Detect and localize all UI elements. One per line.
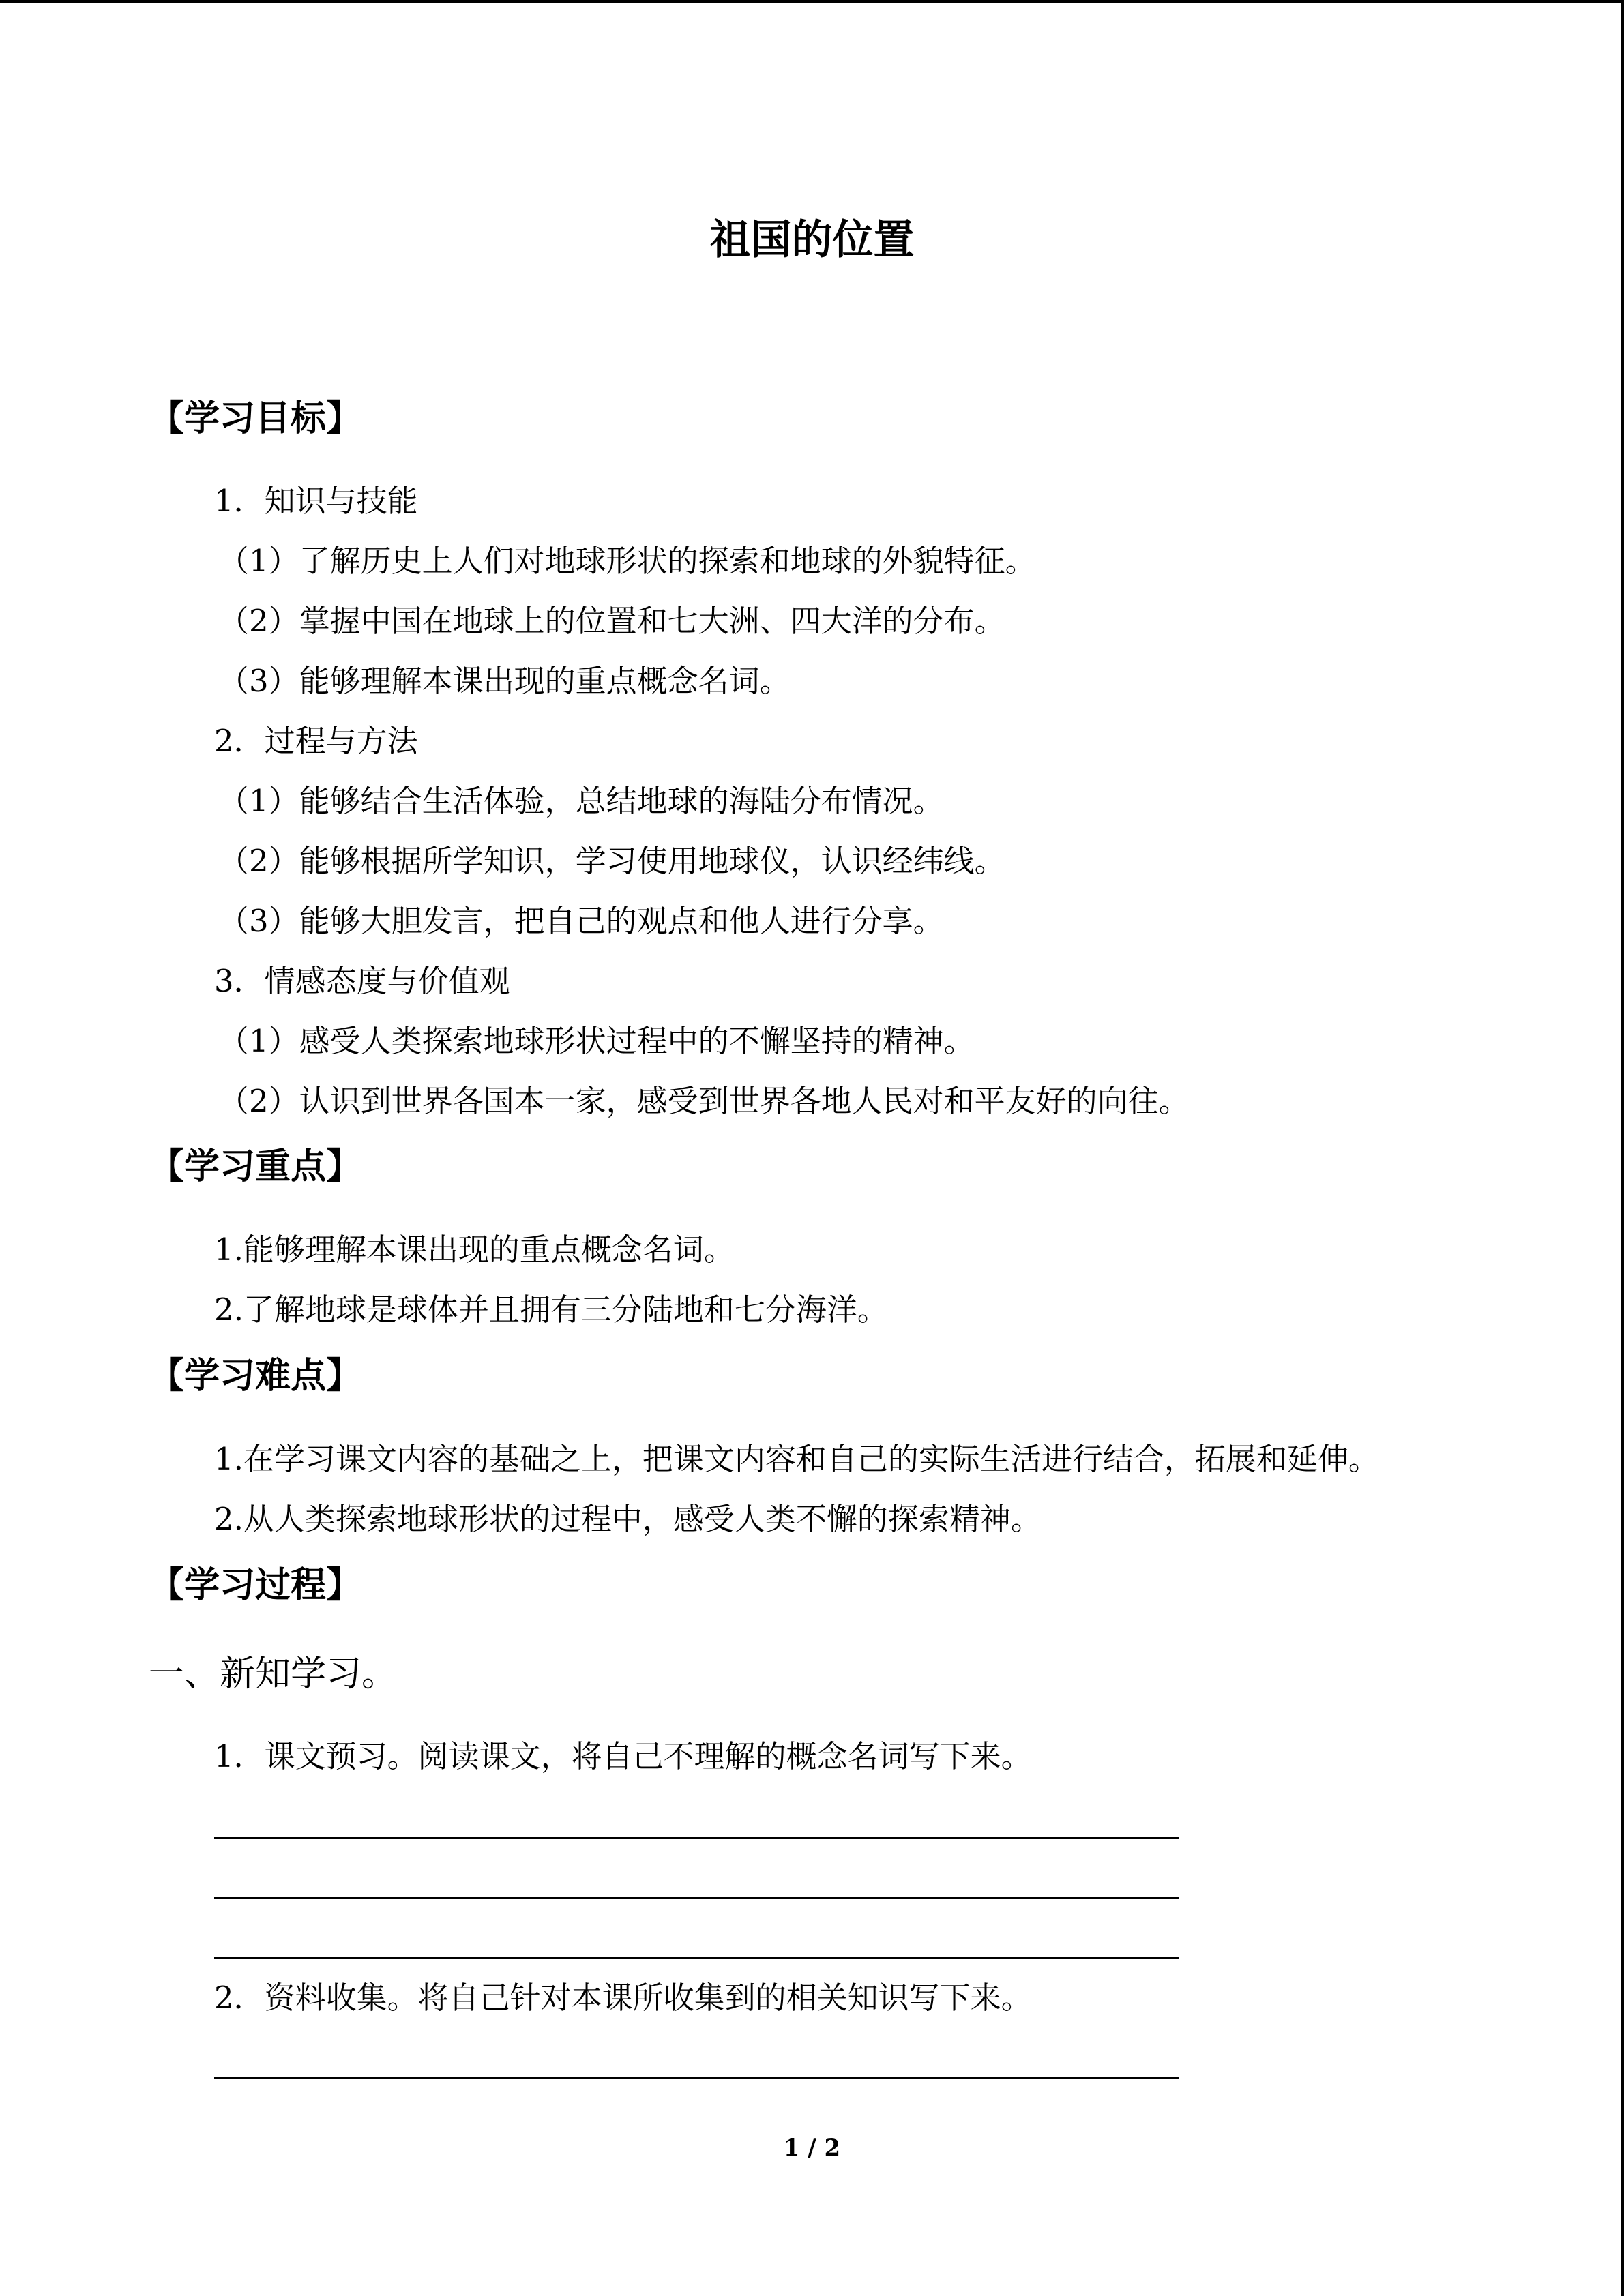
objective-line: 2．过程与方法: [214, 723, 418, 759]
answer-blank-line[interactable]: [214, 1957, 1179, 1959]
section-heading-process: 【学习过程】: [149, 1564, 362, 1606]
objective-line: （3）能够大胆发言，把自己的观点和他人进行分享。: [218, 903, 944, 939]
objective-line: （2）能够根据所学知识，学习使用地球仪，认识经纬线。: [218, 843, 1005, 879]
page-top-border: [0, 0, 1624, 3]
objective-line: 3．情感态度与价值观: [214, 963, 510, 999]
answer-blank-line[interactable]: [214, 1837, 1179, 1839]
task-line: 2．资料收集。将自己针对本课所收集到的相关知识写下来。: [214, 1980, 1032, 2016]
objective-line: （1）能够结合生活体验，总结地球的海陆分布情况。: [218, 783, 944, 819]
document-title: 祖国的位置: [709, 216, 915, 264]
objective-line: （2）掌握中国在地球上的位置和七大洲、四大洋的分布。: [218, 603, 1005, 639]
page-right-border: [1621, 0, 1624, 2296]
objective-line: （2）认识到世界各国本一家，感受到世界各地人民对和平友好的向往。: [218, 1083, 1190, 1119]
answer-blank-line[interactable]: [214, 2077, 1179, 2079]
section-heading-key-points: 【学习重点】: [149, 1146, 362, 1187]
objective-line: （1）感受人类探索地球形状过程中的不懈坚持的精神。: [218, 1023, 975, 1059]
part-title-new-knowledge: 一、新知学习。: [149, 1654, 398, 1695]
difficulty-line: 2.从人类探索地球形状的过程中，感受人类不懈的探索精神。: [214, 1501, 1042, 1537]
task-line: 1．课文预习。阅读课文，将自己不理解的概念名词写下来。: [214, 1738, 1032, 1774]
objective-line: 1．知识与技能: [214, 483, 418, 519]
objective-line: （3）能够理解本课出现的重点概念名词。: [218, 663, 791, 699]
key-point-line: 2.了解地球是球体并且拥有三分陆地和七分海洋。: [214, 1292, 888, 1328]
section-heading-objectives: 【学习目标】: [149, 398, 362, 439]
section-heading-difficulties: 【学习难点】: [149, 1355, 362, 1397]
difficulty-line: 1.在学习课文内容的基础之上，把课文内容和自己的实际生活进行结合，拓展和延伸。: [214, 1441, 1379, 1477]
key-point-line: 1.能够理解本课出现的重点概念名词。: [214, 1232, 735, 1268]
page-number: 1 / 2: [783, 2134, 841, 2162]
objective-line: （1）了解历史上人们对地球形状的探索和地球的外貌特征。: [218, 543, 1036, 579]
answer-blank-line[interactable]: [214, 1897, 1179, 1899]
